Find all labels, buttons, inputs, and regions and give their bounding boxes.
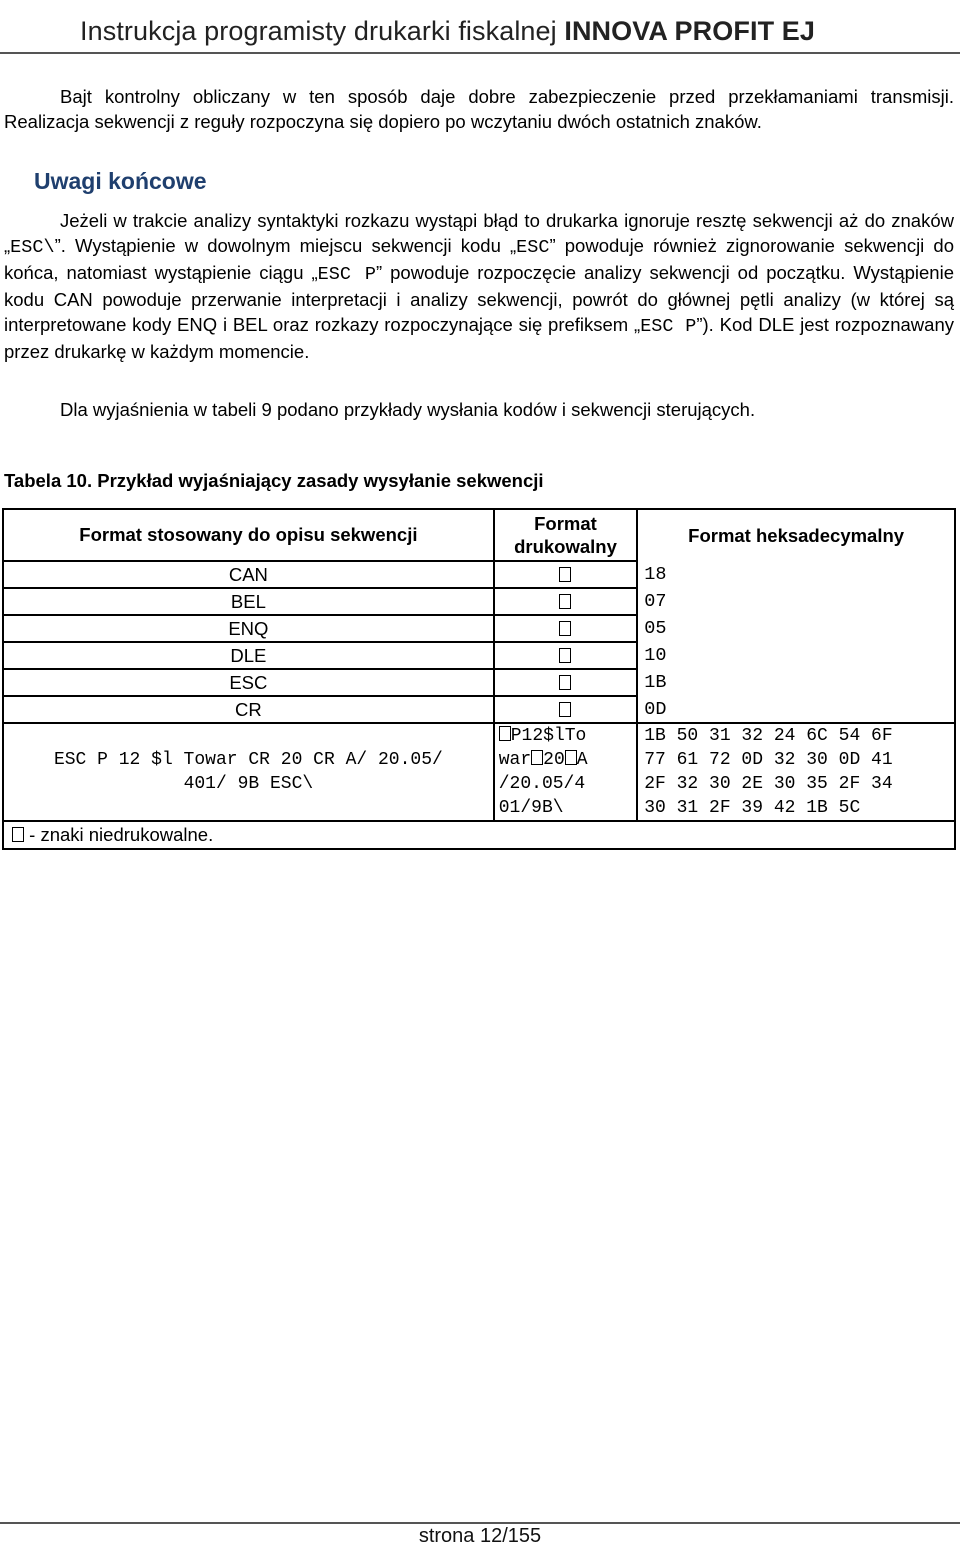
cell-code-name: DLE [3,642,494,669]
nonprintable-glyph-icon [559,621,571,636]
cell-code-name: CR [3,696,494,723]
cell-printable [494,561,637,588]
cell-example-hex: 1B 50 31 32 24 6C 54 6F 77 61 72 0D 32 30 0D 41 2F 32 30 2E 30 35 2F 34 30 31 2F 39 42 1B 5C [637,723,955,821]
table-row-bel [3,588,955,615]
cell-printable [494,669,637,696]
cell-hex: 05 [637,615,955,642]
page-header [0,0,960,54]
table-row-dle [3,642,955,669]
table-header-row [3,509,955,561]
table-legend-note: - znaki niedrukowalne. [3,821,955,849]
cell-printable [494,615,637,642]
nonprintable-glyph-icon [559,648,571,663]
cell-example-printable: P12$lTo war 20 A /20.05/4 01/9B\ [494,723,637,821]
sequence-table [2,508,956,850]
nonprintable-glyph-icon [565,750,577,765]
cell-code-name: CAN [3,561,494,588]
page-number: strona 12/155 [418,1525,542,1547]
column-header-description-format: Format stosowany do opisu sekwencji [3,509,494,561]
table-row-can [3,561,955,588]
table-row-esc [3,669,955,696]
paragraph-checksum: Bajt kontrolny obliczany w ten sposób daje dobre zabezpieczenie przed przekłamaniami transmisji. Realizacja sekwencji z reguły rozpoczyna się dopiero po wczytaniu dwóch ostatnich znaków. [4,86,954,132]
nonprintable-glyph-icon [559,675,571,690]
cell-hex: 07 [637,588,955,615]
nonprintable-glyph-icon [531,750,543,765]
cell-printable [494,696,637,723]
section-heading: Uwagi końcowe [34,168,207,194]
paragraph-explanation: Dla wyjaśnienia w tabeli 9 podano przykłady wysłania kodów i sekwencji sterujących. [60,399,756,420]
cell-code-name: ESC [3,669,494,696]
table-row-example [3,723,955,821]
nonprintable-glyph-icon [559,702,571,717]
cell-hex: 0D [637,696,955,723]
cell-code-name: BEL [3,588,494,615]
footer-divider [0,1522,960,1524]
nonprintable-glyph-icon [559,594,571,609]
table-note-row [3,821,955,849]
cell-code-name: ENQ [3,615,494,642]
column-header-printable-format: Format drukowalny [494,509,637,561]
cell-hex: 18 [637,561,955,588]
nonprintable-glyph-icon [499,726,511,741]
cell-printable [494,642,637,669]
table-caption: Tabela 10. Przykład wyjaśniający zasady wysyłanie sekwencji [4,470,544,491]
table-row-cr [3,696,955,723]
cell-example-description: ESC P 12 $l Towar CR 20 CR A/ 20.05/ 401/ 9B ESC\ [3,723,494,821]
table-row-enq [3,615,955,642]
cell-hex: 10 [637,642,955,669]
paragraph-final-remarks: Jeżeli w trakcie analizy syntaktyki rozkazu wystąpi błąd to drukarka ignoruje resztę sekwencji aż do znaków „ESC\”. Wystąpienie w dowolnym miejscu sekwencji kodu „ESC” powoduje również zignorowanie sekwencji do końca, natomiast wystąpienie ciągu „ESC P” powoduje rozpoczęcie analizy sekwencji od początku. Wystąpienie kodu CAN powoduje przerwanie interpretacji i analizy sekwencji, powrót do głównej pętli analizy (w której są interpretowane kody ENQ i BEL oraz rozkazy rozpoczynające się prefiksem „ESC P”). Kod DLE jest rozpoznawany przez drukarkę w każdym momencie. [4,210,954,362]
cell-printable [494,588,637,615]
cell-hex: 1B [637,669,955,696]
nonprintable-glyph-icon [559,567,571,582]
column-header-hex-format: Format heksadecymalny [637,509,955,561]
document-title: Instrukcja programisty drukarki fiskalnej INNOVA PROFIT EJ [80,16,815,46]
nonprintable-glyph-icon [12,827,24,842]
